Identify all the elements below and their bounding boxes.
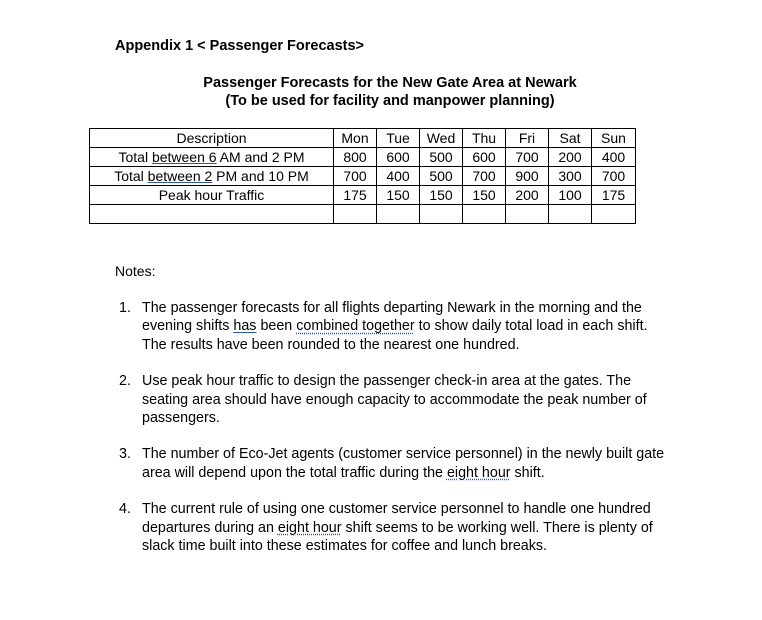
note-item: 3. The number of Eco-Jet agents (customer service personnel) in the newly built gate area will depend upon the total traffic during the eight hour shift. — [119, 446, 665, 481]
grammar-underline: between 2 — [147, 167, 213, 184]
table-cell: 150 — [377, 186, 420, 205]
header-day: Tue — [377, 129, 420, 148]
grammar-underline: combined together — [296, 318, 415, 335]
note-number: 4. — [119, 501, 131, 518]
table-cell: 700 — [592, 167, 636, 186]
table-cell: 200 — [506, 186, 549, 205]
table-cell: 100 — [549, 186, 592, 205]
table-cell: 600 — [377, 148, 420, 167]
forecast-subtitle: (To be used for facility and manpower planning) — [225, 93, 555, 109]
table-cell: 150 — [463, 186, 506, 205]
table-cell — [420, 205, 463, 224]
table-cell: 700 — [463, 167, 506, 186]
table-cell: 500 — [420, 167, 463, 186]
grammar-underline: eight hour — [446, 464, 511, 481]
table-cell: 500 — [420, 148, 463, 167]
table-header-row — [90, 129, 636, 148]
header-day: Fri — [506, 129, 549, 148]
grammar-underline: has — [233, 318, 257, 335]
header-day: Thu — [463, 129, 506, 148]
header-day: Mon — [334, 129, 377, 148]
table-cell: 400 — [592, 148, 636, 167]
forecast-table — [89, 128, 636, 224]
grammar-underline: eight hour — [277, 519, 342, 536]
table-cell — [592, 205, 636, 224]
table-cell: 600 — [463, 148, 506, 167]
table-cell: 700 — [334, 167, 377, 186]
note-item: 1. The passenger forecasts for all flights departing Newark in the morning and the evening shifts has been combined together to show daily total load in each shift. The results have been rounded to the nearest one hundred. — [119, 300, 648, 353]
note-text: Use peak hour traffic to design the passenger check-in area at the gates. The seating area should have enough capacity to accommodate the peak number of passengers. — [142, 373, 647, 427]
table-cell: 175 — [334, 186, 377, 205]
table-cell: 800 — [334, 148, 377, 167]
notes-list — [115, 299, 675, 555]
table-cell — [549, 205, 592, 224]
notes-heading: Notes: — [115, 263, 156, 279]
table-row — [90, 186, 636, 205]
appendix-heading: Appendix 1 < Passenger Forecasts> — [115, 38, 365, 54]
note-number: 2. — [119, 373, 131, 390]
note-item — [115, 372, 675, 427]
table-row-empty — [90, 205, 636, 224]
row-description: Total between 6 AM and 2 PM — [90, 148, 334, 167]
table-cell — [334, 205, 377, 224]
table-cell — [463, 205, 506, 224]
header-day: Sat — [549, 129, 592, 148]
table-cell — [506, 205, 549, 224]
table-cell: 200 — [549, 148, 592, 167]
table-cell: 400 — [377, 167, 420, 186]
table-cell: 700 — [506, 148, 549, 167]
table-cell: 175 — [592, 186, 636, 205]
header-day: Sun — [592, 129, 636, 148]
table-cell: 150 — [420, 186, 463, 205]
header-description: Description — [90, 129, 334, 148]
note-number: 3. — [119, 446, 131, 463]
row-description: Peak hour Traffic — [90, 186, 334, 205]
table-row — [90, 167, 636, 186]
table-cell — [90, 205, 334, 224]
grammar-underline: between 6 — [151, 148, 217, 165]
note-number: 1. — [119, 300, 131, 316]
forecast-title: Passenger Forecasts for the New Gate Area at Newark — [203, 75, 577, 91]
note-item: 4. The current rule of using one customer service personnel to handle one hundred departures during an eight hour shift seems to be working well. There is plenty of slack time built into these estimates for coffee and lunch breaks. — [119, 501, 653, 555]
table-cell: 900 — [506, 167, 549, 186]
table-row — [90, 148, 636, 167]
row-description: Total between 2 PM and 10 PM — [90, 167, 334, 186]
header-day: Wed — [420, 129, 463, 148]
table-cell — [377, 205, 420, 224]
table-cell: 300 — [549, 167, 592, 186]
